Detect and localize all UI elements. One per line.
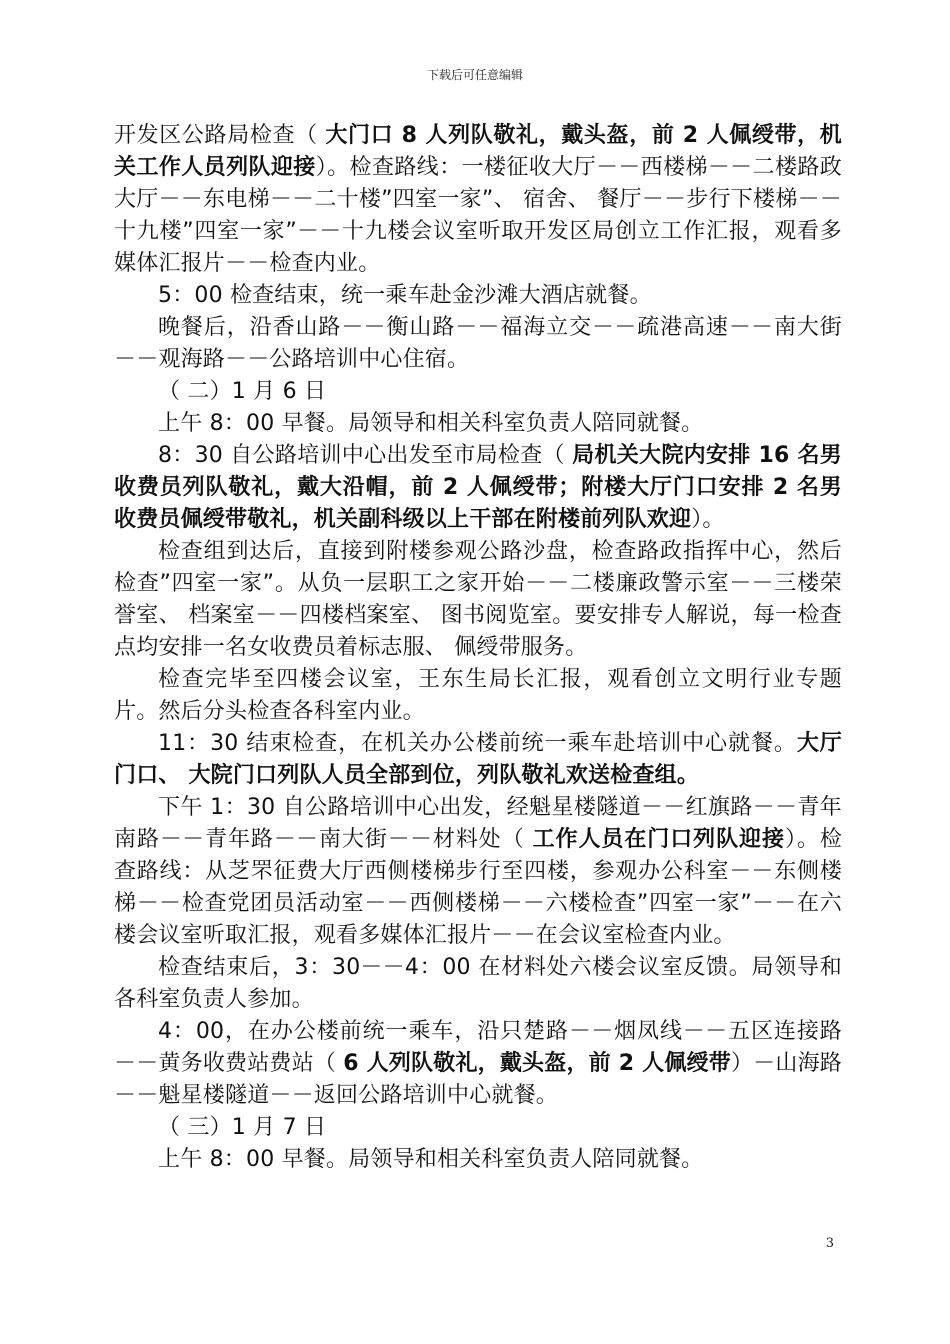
bold-text-segment: 局机关大院内安排 16 名男收费员列队敬礼，戴大沿帽，前 2 人佩绶带；附楼大厅门口安排 2 名男收费员佩绶带敬礼，机关副科级以上干部在附楼前列队欢迎 (114, 443, 843, 532)
text-segment: 11：30 结束检查，在机关办公楼前统一乘车赴培训中心就餐。 (158, 731, 797, 756)
bold-text-segment: 大门口 8 人列队敬礼，戴头盔，前 2 人佩绶带，机关工作人员列队迎接 (114, 123, 842, 180)
paragraph (114, 728, 842, 792)
paragraph (114, 1016, 842, 1112)
paragraph (114, 1112, 842, 1144)
paragraph (114, 376, 842, 408)
text-segment: 5：00 检查结束，统一乘车赴金沙滩大酒店就餐。 (158, 283, 652, 308)
paragraph (114, 120, 842, 280)
bold-text-segment: 大厅门口、 大院门口列队人员全部到位，列队敬礼欢送检查组。 (114, 731, 842, 788)
paragraph (114, 440, 842, 536)
text-segment: 检查组到达后，直接到附楼参观公路沙盘，检查路政指挥中心，然后检查”四室一家”。从负一层职工之家开始－－二楼廉政警示室－－三楼荣誉室、 档案室－－四楼档案室、 图书阅览室。要安排专人解说，每一检查点均安排一名女收费员着标志服、 佩绶带服务。 (114, 539, 842, 660)
paragraph (114, 792, 842, 952)
text-segment: 8：30 自公路培训中心出发至市局检查（ (158, 443, 573, 468)
text-segment: 检查结束后，3：30－－4：00 在材料处六楼会议室反馈。局领导和各科室负责人参加。 (114, 955, 842, 1012)
text-segment: 上午 8：00 早餐。局领导和相关科室负责人陪同就餐。 (158, 1147, 704, 1172)
paragraph (114, 664, 842, 728)
paragraph (114, 280, 842, 312)
text-segment: ）。检查路线：从芝罘征费大厅西侧楼梯步行至四楼，参观办公科室－－东侧楼梯－－检查党团员活动室－－西侧楼梯－－六楼检查”四室一家”－－在六楼会议室听取汇报，观看多媒体汇报片－－在会议室检查内业。 (114, 827, 843, 948)
text-segment: 上午 8：00 早餐。局领导和相关科室负责人陪同就餐。 (158, 411, 704, 436)
page-header: 下载后可任意编辑 (426, 68, 523, 82)
text-segment: （ 二）1 月 6 日 (158, 379, 327, 404)
paragraph (114, 536, 842, 664)
paragraph (114, 952, 842, 1016)
text-segment: 检查完毕至四楼会议室，王东生局长汇报，观看创立文明行业专题片。然后分头检查各科室内业。 (114, 667, 842, 724)
text-segment: ）。检查路线：一楼征收大厅－－西楼梯－－二楼路政大厅－－东电梯－－二十楼”四室一家”、 宿舍、 餐厅－－步行下楼梯－－十九楼”四室一家”－－十九楼会议室听取开发区局创立工作汇报，观看多媒体汇报片－－检查内业。 (114, 155, 842, 276)
text-segment: 下午 1：30 自公路培训中心出发，经魁星楼隧道－－红旗路－－青年南路－－青年路－－南大街－－材料处（ (114, 795, 842, 852)
text-segment: 4：00，在办公楼前统一乘车，沿只楚路－－烟凤线－－五区连接路－－黄务收费站费站（ (114, 1019, 842, 1076)
bold-text-segment: 工作人员在门口列队迎接 (532, 827, 785, 852)
text-segment: ）－山海路－－魁星楼隧道－－返回公路培训中心就餐。 (114, 1051, 842, 1108)
text-segment: 晚餐后，沿香山路－－衡山路－－福海立交－－疏港高速－－南大街－－观海路－－公路培训中心住宿。 (114, 315, 842, 372)
page-number: 3 (825, 1236, 834, 1251)
paragraph (114, 1144, 842, 1176)
paragraph (114, 408, 842, 440)
bold-text-segment: 6 人列队敬礼，戴头盔，前 2 人佩绶带 (343, 1051, 731, 1076)
text-segment: （ 三）1 月 7 日 (158, 1115, 327, 1140)
document-body (114, 120, 842, 1176)
text-segment: ）。 (691, 507, 725, 532)
text-segment: 开发区公路局检查（ (114, 123, 326, 148)
paragraph (114, 312, 842, 376)
